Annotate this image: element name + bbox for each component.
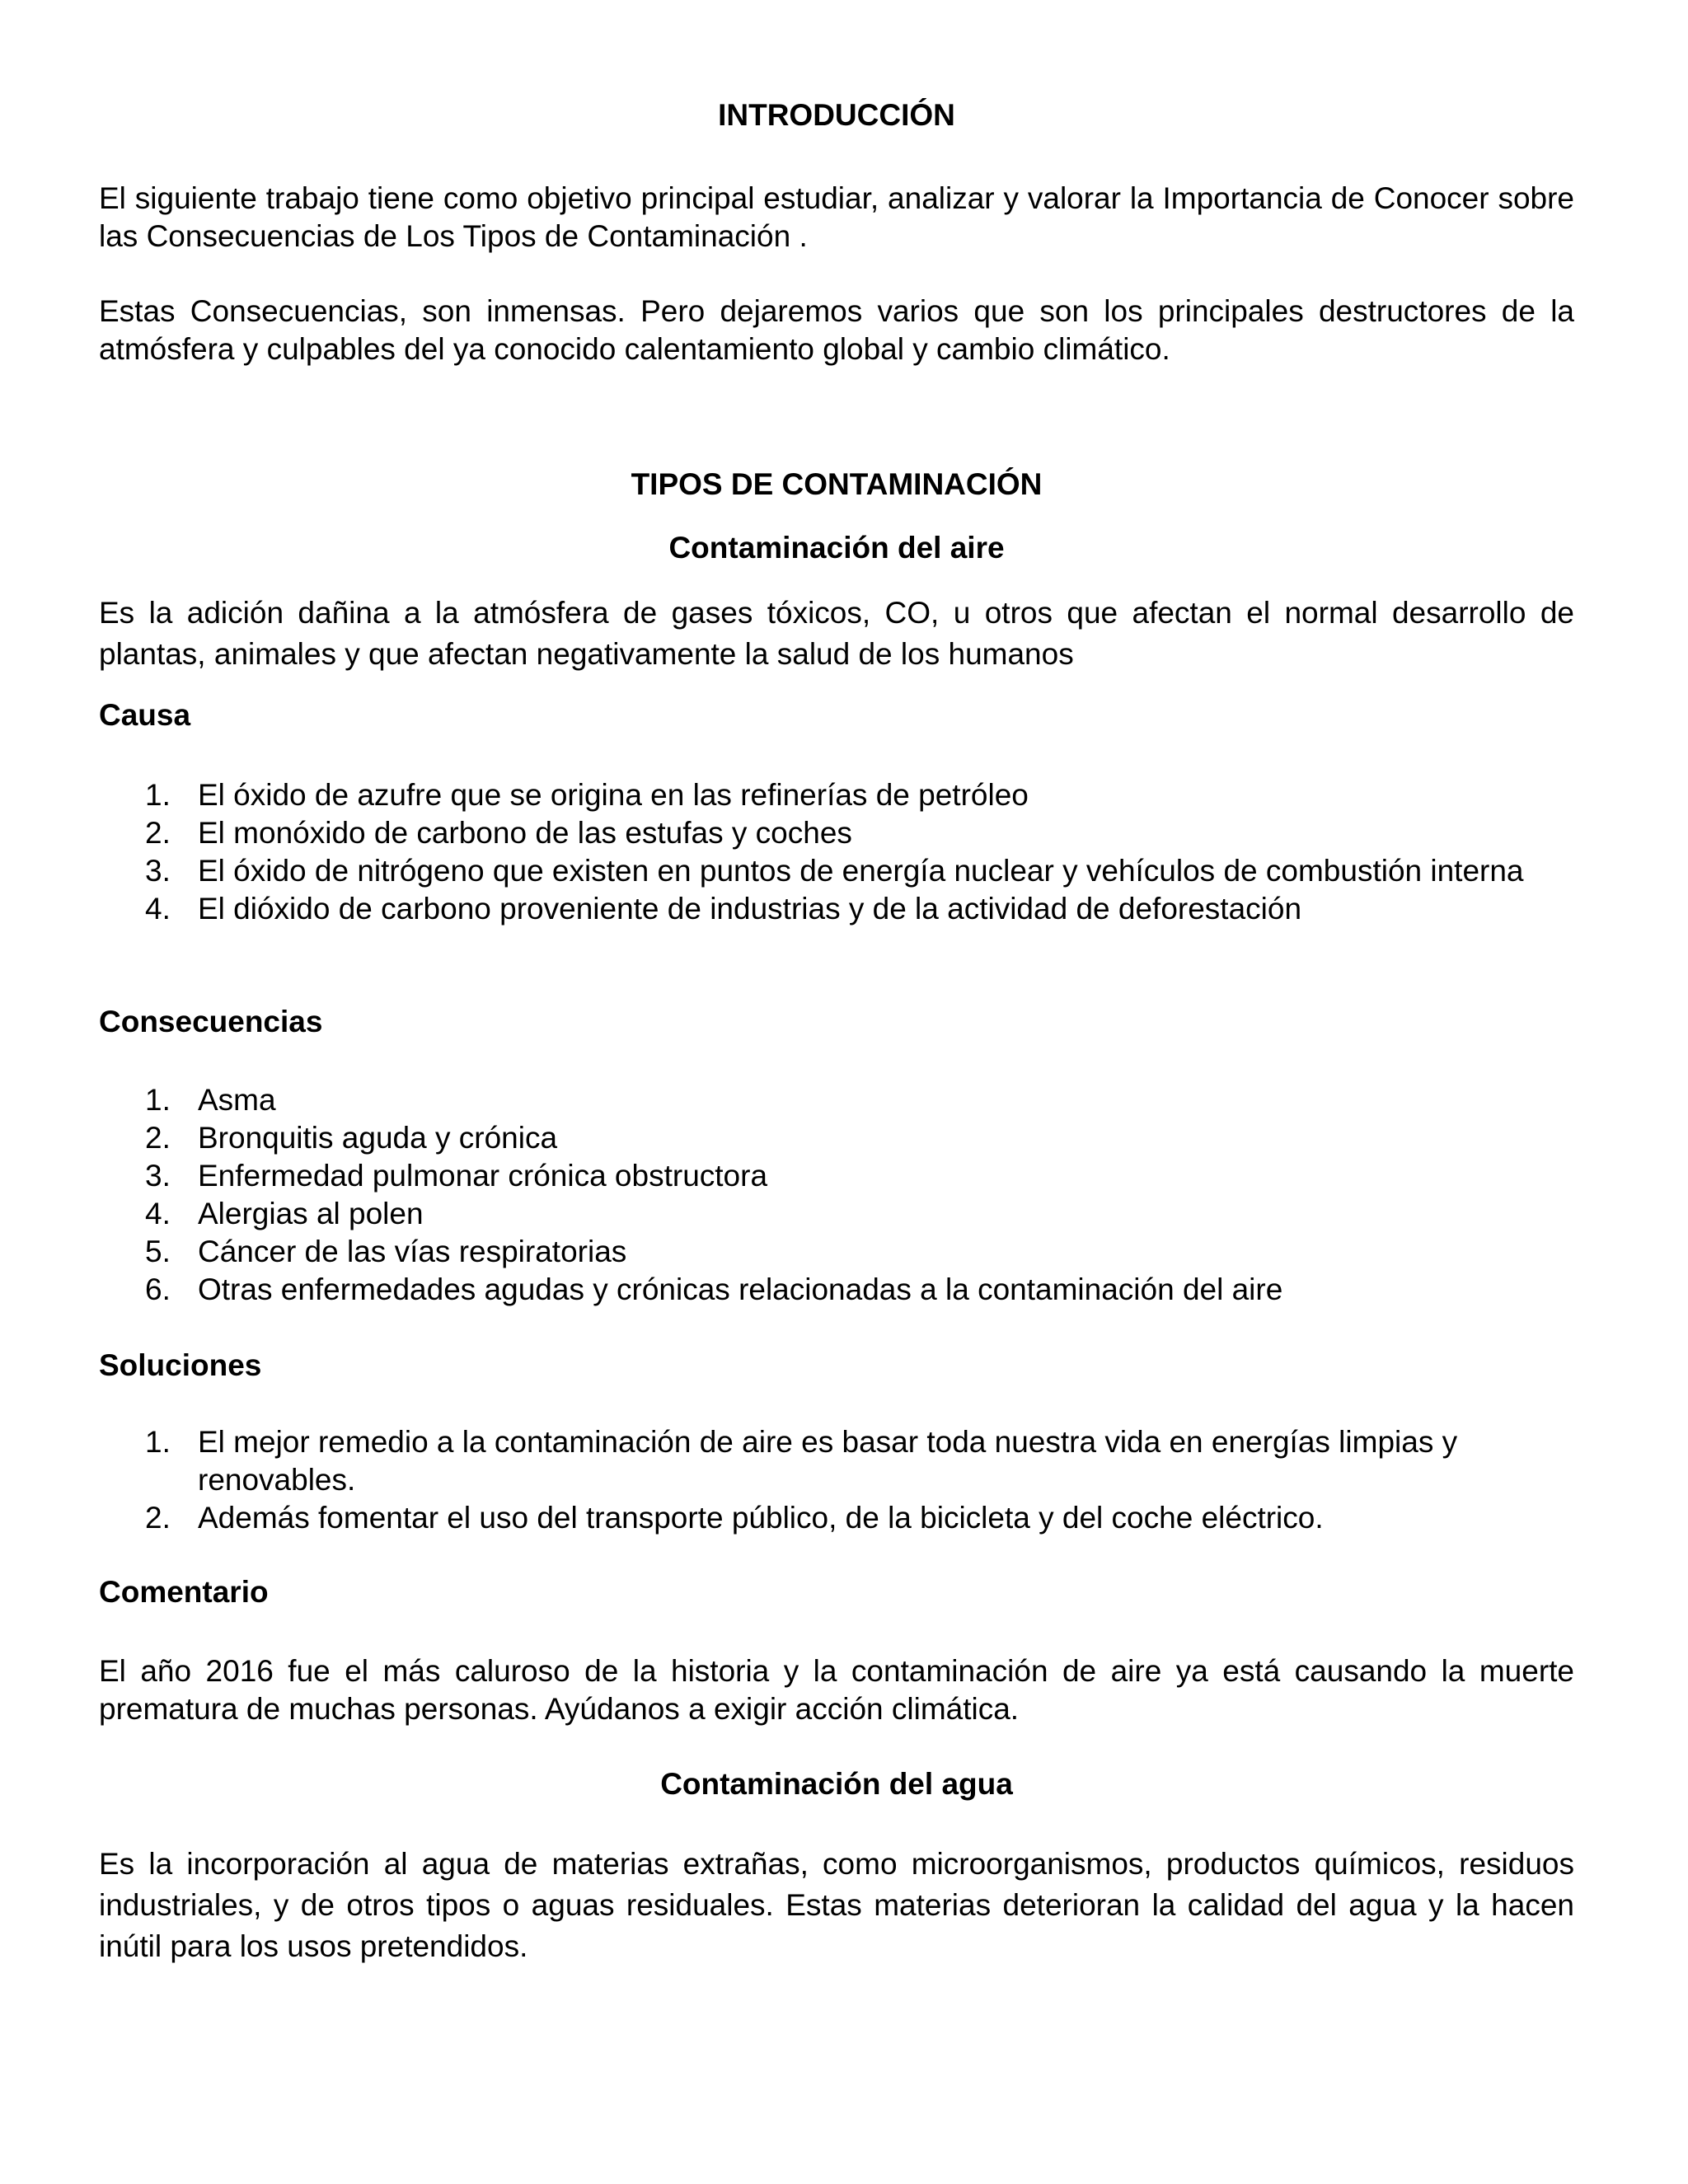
list-item [99, 1195, 1574, 1233]
air-solutions-heading: Soluciones [99, 1348, 262, 1382]
air-causes-heading: Causa [99, 698, 191, 732]
list-text: Enfermedad pulmonar crónica obstructora [198, 1159, 768, 1193]
list-item [99, 1081, 1574, 1119]
list-text: Asma [198, 1083, 276, 1117]
intro-paragraph-1: El siguiente trabajo tiene como objetivo principal estudiar, analizar y valorar la Importancia de Conocer sobre las Consecuencias de Los Tipos de Contaminación . [99, 181, 1574, 253]
list-item [99, 814, 1574, 852]
list-number: 4. [145, 892, 171, 926]
list-number: 2. [145, 1501, 171, 1535]
list-item [99, 1157, 1574, 1195]
list-item [99, 852, 1574, 890]
list-item [99, 1271, 1574, 1309]
air-consequences-list [99, 1081, 1574, 1309]
list-text: El mejor remedio a la contaminación de aire es basar toda nuestra vida en energías limpias y renovables. [198, 1425, 1458, 1497]
air-causes-list [99, 776, 1574, 928]
list-item [99, 1119, 1574, 1157]
document-page [99, 0, 1574, 2184]
list-text: Cáncer de las vías respiratorias [198, 1235, 627, 1268]
list-text: El monóxido de carbono de las estufas y coches [198, 816, 852, 850]
list-item [99, 1233, 1574, 1271]
list-text: Alergias al polen [198, 1197, 424, 1230]
intro-title: INTRODUCCIÓN [718, 98, 955, 132]
list-text: Además fomentar el uso del transporte público, de la bicicleta y del coche eléctrico. [198, 1501, 1324, 1535]
air-definition: Es la adición dañina a la atmósfera de gases tóxicos, CO, u otros que afectan el normal desarrollo de plantas, animales y que afectan negativamente la salud de los humanos [99, 596, 1574, 671]
air-section-title: Contaminación del aire [668, 531, 1005, 565]
list-number: 2. [145, 816, 171, 850]
list-text: Otras enfermedades agudas y crónicas relacionadas a la contaminación del aire [198, 1272, 1283, 1306]
air-solutions-list [99, 1423, 1574, 1537]
list-item [99, 776, 1574, 814]
list-text: Bronquitis aguda y crónica [198, 1121, 558, 1155]
list-number: 6. [145, 1272, 171, 1306]
list-number: 5. [145, 1235, 171, 1268]
list-number: 3. [145, 1159, 171, 1193]
list-number: 1. [145, 1083, 171, 1117]
list-text: El óxido de nitrógeno que existen en puntos de energía nuclear y vehículos de combustión interna [198, 854, 1524, 888]
list-item [99, 890, 1574, 928]
list-number: 4. [145, 1197, 171, 1230]
list-number: 1. [145, 1425, 171, 1459]
air-consequences-heading: Consecuencias [99, 1005, 323, 1038]
water-section-title: Contaminación del agua [660, 1767, 1013, 1801]
air-comment: El año 2016 fue el más caluroso de la historia y la contaminación de aire ya está causando la muerte prematura de muchas personas. Ayúdanos a exigir acción climática. [99, 1654, 1574, 1726]
list-item [99, 1423, 1574, 1499]
list-item [99, 1499, 1574, 1537]
water-definition: Es la incorporación al agua de materias extrañas, como microorganismos, productos químicos, residuos industriales, y de otros tipos o aguas residuales. Estas materias deterioran la calidad del agua y la hacen inútil para los usos pretendidos. [99, 1847, 1574, 1963]
list-number: 1. [145, 778, 171, 812]
list-text: El dióxido de carbono proveniente de industrias y de la actividad de deforestación [198, 892, 1302, 926]
intro-paragraph-2: Estas Consecuencias, son inmensas. Pero dejaremos varios que son los principales destructores de la atmósfera y culpables del ya conocido calentamiento global y cambio climático. [99, 294, 1574, 366]
air-comment-heading: Comentario [99, 1575, 269, 1609]
types-title: TIPOS DE CONTAMINACIÓN [631, 467, 1043, 501]
list-number: 2. [145, 1121, 171, 1155]
list-text: El óxido de azufre que se origina en las refinerías de petróleo [198, 778, 1029, 812]
list-number: 3. [145, 854, 171, 888]
